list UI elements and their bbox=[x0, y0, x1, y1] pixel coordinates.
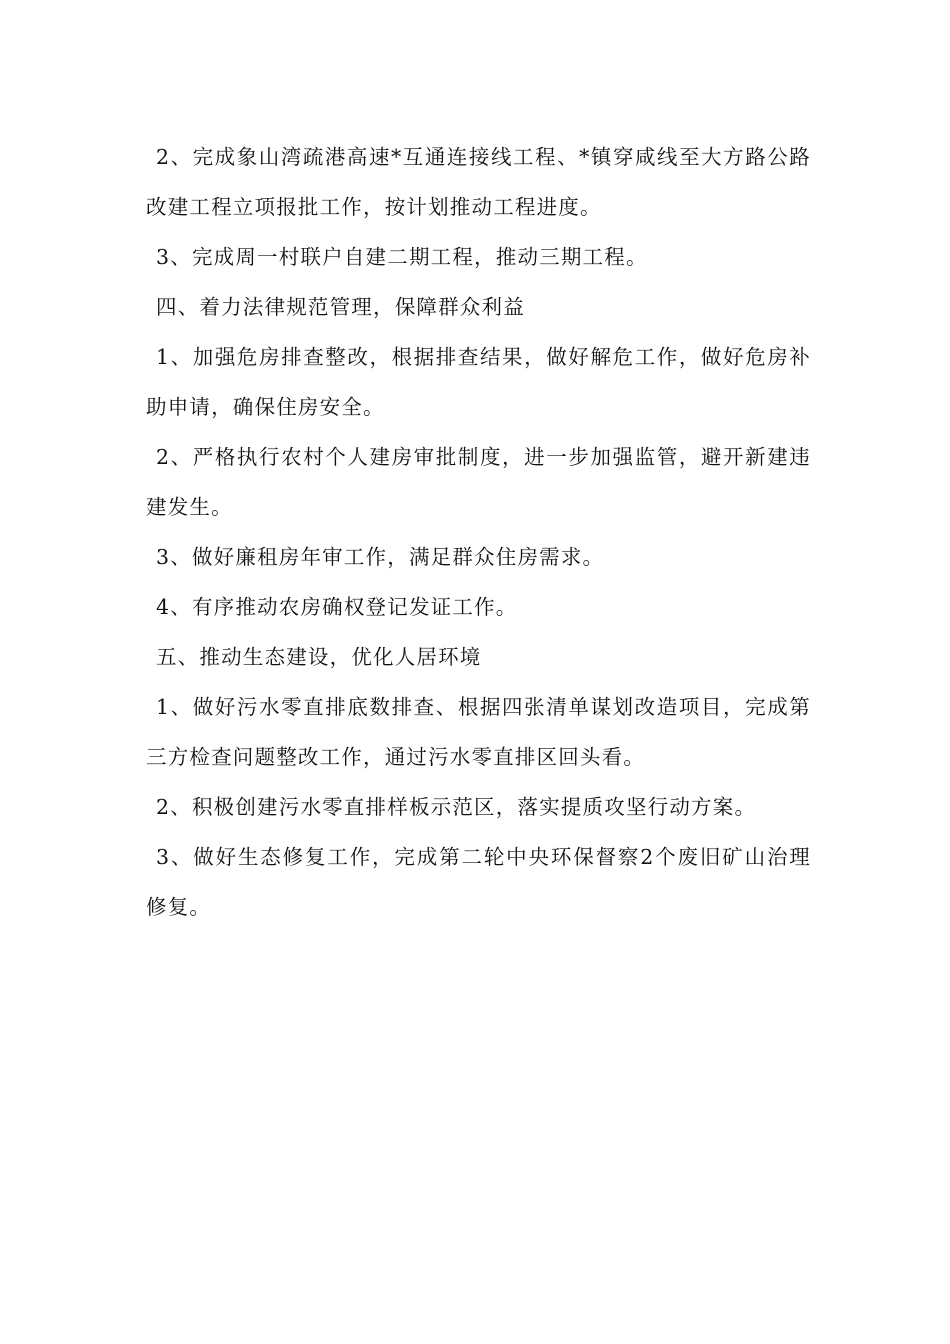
section-heading-5: 五、推动生态建设，优化人居环境 bbox=[156, 645, 482, 669]
paragraph-item-2-demonstration-zone: 2、积极创建污水零直排样板示范区，落实提质攻坚行动方案。 bbox=[156, 795, 757, 819]
paragraph-item-1-sewage-survey: 1、做好污水零直排底数排查、根据四张清单谋划改造项目，完成第三方检查问题整改工作，通过污水零直排区回头看。 bbox=[146, 695, 811, 769]
paragraph-item-1-dangerous-housing: 1、加强危房排查整改，根据排查结果，做好解危工作，做好危房补助申请，确保住房安全。 bbox=[146, 345, 811, 419]
paragraph-item-3-low-rent-housing: 3、做好廉租房年审工作，满足群众住房需求。 bbox=[156, 545, 605, 569]
paragraph-item-2-building-approval: 2、严格执行农村个人建房审批制度，进一步加强监管，避开新建违建发生。 bbox=[146, 445, 811, 519]
section-heading-4: 四、着力法律规范管理，保障群众利益 bbox=[156, 295, 525, 319]
paragraph-item-3-village-housing: 3、完成周一村联户自建二期工程，推动三期工程。 bbox=[156, 245, 648, 269]
paragraph-item-4-property-registration: 4、有序推动农房确权登记发证工作。 bbox=[156, 595, 518, 619]
paragraph-item-3-ecological-restoration: 3、做好生态修复工作，完成第二轮中央环保督察2个废旧矿山治理修复。 bbox=[146, 845, 811, 919]
paragraph-item-2-highway-project: 2、完成象山湾疏港高速*互通连接线工程、*镇穿咸线至大方路公路改建工程立项报批工作，按计划推动工程进度。 bbox=[146, 145, 811, 219]
document-body bbox=[146, 132, 811, 932]
